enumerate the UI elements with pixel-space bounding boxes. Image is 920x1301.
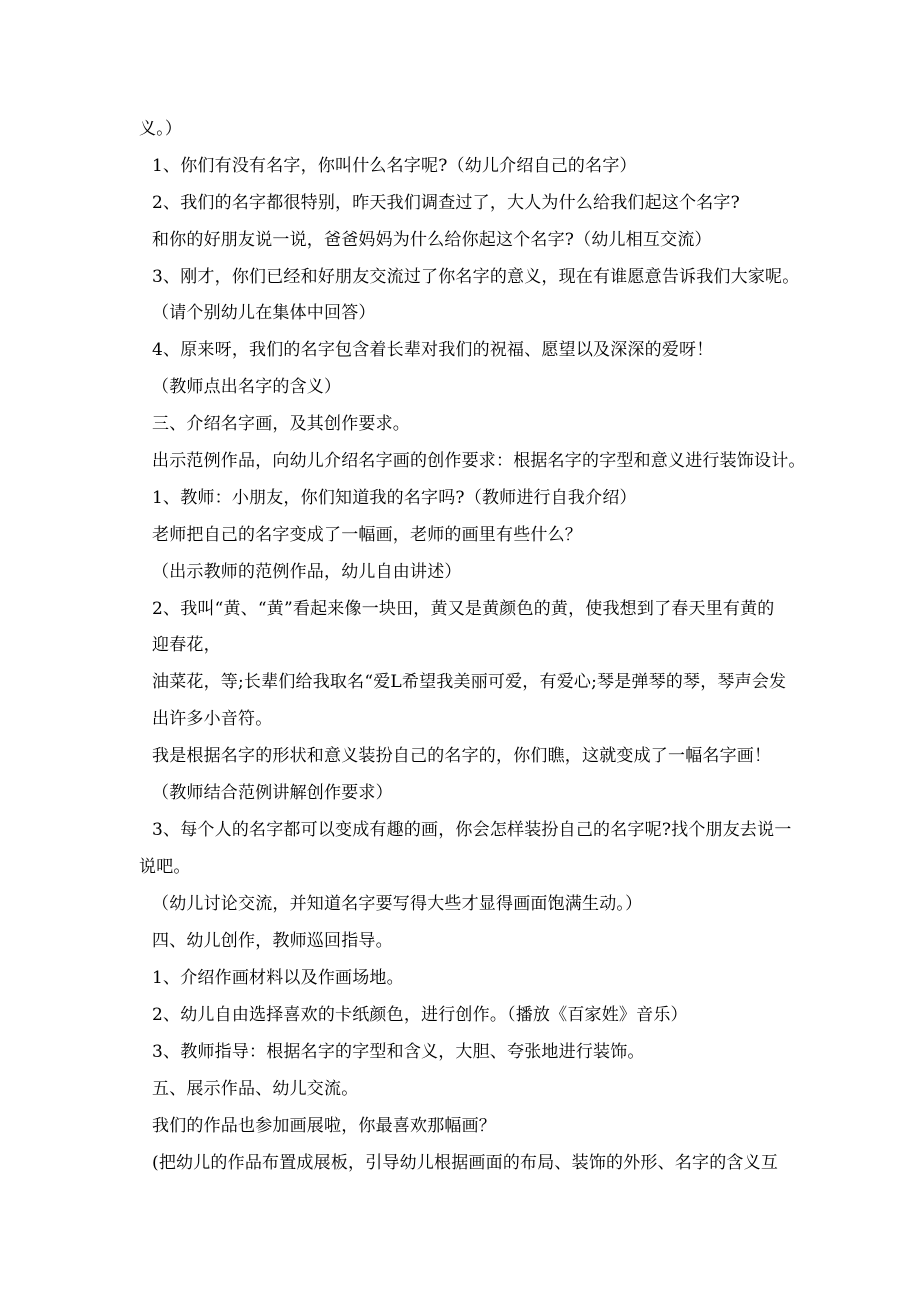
text-line: 2、幼儿自由选择喜欢的卡纸颜色，进行创作。（播放《百家姓》音乐）: [152, 1005, 688, 1025]
text-line: 2、我们的名字都很特别，昨天我们调查过了，大人为什么给我们起这个名字?: [152, 193, 740, 213]
text-line: （教师点出名字的含义）: [152, 377, 342, 397]
text-line: 1、介绍作画材料以及作画场地。: [152, 968, 404, 988]
text-line: 4、原来呀，我们的名字包含着长辈对我们的祝福、愿望以及深深的爱呀！: [152, 340, 714, 360]
text-line: 出许多小音符。: [152, 709, 273, 729]
text-line: （教师结合范例讲解创作要求）: [152, 783, 393, 803]
section-heading: 四、幼儿创作，教师巡回指导。: [152, 931, 393, 951]
text-line: 3、每个人的名字都可以变成有趣的画，你会怎样装扮自己的名字呢?找个朋友去说一: [152, 820, 792, 840]
text-line: 3、刚才，你们已经和好朋友交流过了你名字的意义，现在有谁愿意告诉我们大家呢。: [152, 267, 800, 287]
text-line: 2、我叫“黄、“黄”看起来像一块田，黄又是黄颜色的黄，使我想到了春天里有黄的: [152, 599, 775, 619]
text-line: 和你的好朋友说一说，爸爸妈妈为什么给你起这个名字?（幼儿相互交流）: [152, 230, 712, 250]
section-heading: 三、介绍名字画，及其创作要求。: [152, 414, 410, 434]
text-line: 3、教师指导：根据名字的字型和含义，大胆、夸张地进行装饰。: [152, 1042, 645, 1062]
text-line: （请个别幼儿在集体中回答）: [152, 303, 376, 323]
text-line: （出示教师的范例作品，幼儿自由讲述）: [152, 562, 462, 582]
text-line: 说吧。: [139, 857, 191, 877]
text-line: 我是根据名字的形状和意义装扮自己的名字的，你们瞧，这就变成了一幅名字画！: [152, 746, 772, 766]
text-line: 我们的作品也参加画展啦，你最喜欢那幅画？: [152, 1116, 496, 1136]
text-line: 迎春花，: [152, 635, 221, 655]
text-line: (把幼儿的作品布置成展板，引导幼儿根据画面的布局、装饰的外形、名字的含义互: [152, 1153, 779, 1173]
text-line: 出示范例作品，向幼儿介绍名字画的创作要求：根据名字的字型和意义进行装饰设计。: [152, 451, 806, 471]
text-line: 1、教师：小朋友，你们知道我的名字吗?（教师进行自我介绍）: [152, 488, 637, 508]
text-line: （幼儿讨论交流，并知道名字要写得大些才显得画面饱满生动。）: [152, 894, 643, 914]
text-line: 义。）: [139, 119, 183, 139]
section-heading: 五、展示作品、幼儿交流。: [152, 1079, 359, 1099]
text-line: 1、你们有没有名字，你叫什么名字呢?（幼儿介绍自己的名字）: [152, 156, 637, 176]
text-line: 油菜花，等;长辈们给我取名“爱L希望我美丽可爱，有爱心;琴是弹琴的琴，琴声会发: [152, 672, 787, 692]
text-line: 老师把自己的名字变成了一幅画，老师的画里有些什么？: [152, 525, 582, 545]
